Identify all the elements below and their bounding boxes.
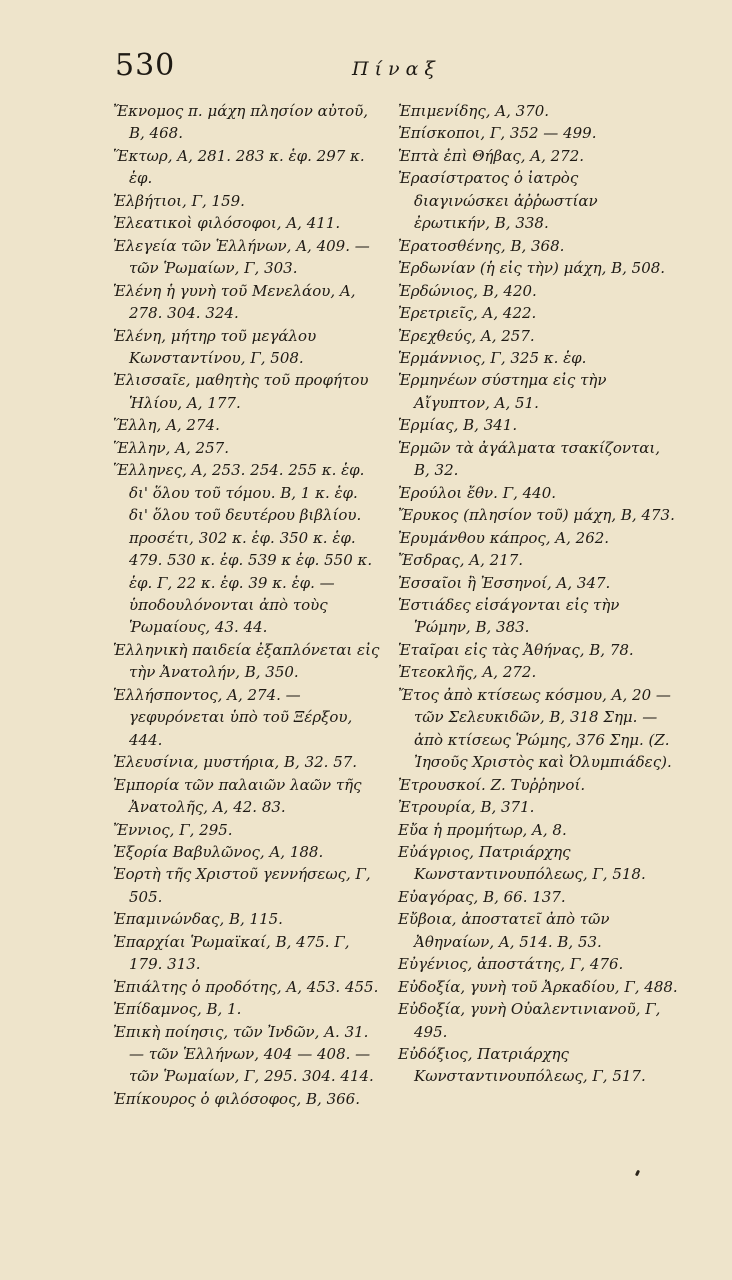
index-references: ἀποστατεῖ ἀπὸ τῶν Ἀθηναίων, Α, 514. Β, 53. [414, 910, 610, 951]
index-entry [113, 998, 381, 1020]
index-entry [398, 774, 678, 796]
index-entry [398, 257, 678, 279]
index-headword: Ἔτος [398, 685, 439, 704]
index-headword: Ἐπίσκοποι, [398, 124, 486, 143]
index-entry [398, 167, 678, 234]
index-entry [398, 976, 678, 998]
index-references: Α, 217. [464, 551, 524, 570]
index-headword: Ἑλληνικὴ [113, 640, 188, 659]
index-headword: Ἐπίδαμνος, [113, 1000, 202, 1019]
index-headword: Ἑταῖραι [398, 640, 460, 659]
index-headword: Ἑλένη, [113, 326, 167, 345]
index-headword: Εὐδόξιος, [398, 1045, 473, 1064]
index-references: ἡ προμήτωρ, Α, 8. [428, 820, 567, 839]
index-references: Β, 368. [505, 236, 565, 255]
index-references: ὁ ἰατρὸς διαγινώσκει ἀῤῥωστίαν ἐρωτικήν, Β, 338. [414, 169, 598, 233]
index-headword: Εὐδοξία, [398, 977, 466, 996]
index-entry [113, 774, 381, 819]
index-entry [398, 235, 678, 257]
index-entry [113, 931, 381, 976]
index-headword: Ἐπαμινώνδας, [113, 910, 225, 929]
index-references: Α, 257. [476, 326, 535, 345]
index-entry [113, 1021, 381, 1088]
index-references: ἔθν. Γ, 440. [462, 483, 557, 502]
index-entry [113, 459, 381, 639]
index-references: Γ, 159. [186, 191, 245, 210]
index-headword: Ἕκτωρ, [113, 146, 173, 165]
index-references: ποίησις, τῶν Ἰνδῶν, Α. 31. — τῶν Ἑλλήνων, 404 — 408. — τῶν Ῥωμαίων, Γ, 295. 304. 414. [129, 1022, 374, 1086]
index-references: Α, 370. [490, 102, 550, 120]
index-entry [113, 684, 381, 751]
index-headword: Ἑορτὴ [113, 865, 161, 884]
index-headword: Ἐρασίστρατος [398, 169, 510, 188]
index-headword: Ἐλεγεία [113, 236, 177, 255]
index-references: πλησίον αὐτοῦ, Β, 468. [129, 102, 369, 143]
index-entry [113, 841, 381, 863]
index-entry [398, 100, 678, 122]
index-entry [398, 819, 678, 841]
index-entry [113, 325, 381, 370]
index-entry [398, 482, 678, 504]
index-headword: Ἑρμῶν [398, 438, 451, 457]
index-headword: Ἐρετριεῖς, [398, 304, 478, 323]
index-entry [398, 661, 678, 683]
index-references: Ῥωμαϊκαί, Β, 475. Γ, 179. 313. [129, 932, 350, 974]
index-headword: Ἐρυμάνθου [398, 528, 485, 547]
index-entry [398, 504, 678, 526]
index-references: Α, 274. — γεφυρόνεται ὑπὸ τοῦ Ξέρξου, 444. [129, 685, 353, 749]
index-entry [398, 325, 678, 347]
page-number: 530 [115, 48, 176, 83]
index-headword: Ἔρυκος [398, 506, 459, 525]
index-references: τὰ ἀγάλματα τσακίζονται, Β, 32. [414, 438, 661, 480]
index-headword: Εὔβοια, [398, 910, 457, 929]
index-entry [398, 1043, 678, 1088]
index-references: γυνὴ Οὐαλεντινιανοῦ, Γ, 495. [414, 1000, 661, 1041]
index-entry [113, 908, 381, 930]
index-references: παιδεία ἐξαπλόνεται εἰς τὴν Ἀνατολήν, Β, 350. [129, 640, 380, 682]
index-entry [113, 751, 381, 773]
index-entry [398, 122, 678, 144]
index-references: ὁ προδότης, Α, 453. 455. [186, 977, 379, 996]
index-headword: Ἐρατοσθένης, [398, 236, 506, 255]
index-entry [398, 953, 678, 975]
index-entry [398, 437, 678, 482]
index-headword: Ἐπιάλτης [113, 977, 187, 996]
index-column-right [398, 100, 678, 1088]
index-references: Α, 281. 283 κ. ἑφ. 297 κ. ἑφ. [129, 146, 365, 188]
index-references: τῶν Ἑλλήνων, Α, 409. — τῶν Ῥωμαίων, Γ, 303. [129, 236, 370, 278]
index-headword: Ἐτρουρία, [398, 798, 476, 817]
index-headword: Ἐρούλοι [398, 483, 463, 502]
index-headword: Ἔκνομος π. μάχη [113, 102, 246, 120]
index-entry [113, 1088, 381, 1110]
index-entry [398, 302, 678, 324]
index-references: Β, 371. [475, 798, 535, 817]
index-entry [398, 796, 678, 818]
index-references: Βαβυλῶνος, Α, 188. [167, 842, 324, 861]
index-references: εἰσάγονται εἰς τὴν Ῥώμην, Β, 383. [414, 595, 620, 637]
index-references: Πατριάρχης Κωνσταντινουπόλεως, Γ, 518. [414, 842, 646, 884]
index-entry [398, 684, 678, 774]
index-references: Γ, 352 — 499. [485, 124, 597, 143]
index-headword: Ἑπτὰ [398, 146, 439, 165]
index-references: Α, 422. [477, 304, 537, 323]
index-references: Α, 253. 254. 255 κ. ἑφ. δι' ὅλου τοῦ τόμου. Β, 1 κ. ἑφ. δι' ὅλου τοῦ δευτέρου βιβλίου. προσέτι, 302 κ. ἑφ. 350 κ. ἑφ. 479. 530 κ. ἑφ. 539 κ ἑφ. 550 κ. ἑφ. Γ, 22 κ. ἑφ. 39 κ. ἑφ. — ὑποδουλόνονται ἀπὸ τοὺς Ῥωμαίους, 43. 44. [129, 461, 373, 637]
index-headword: Ἑρμάννιος, [398, 348, 486, 367]
index-headword: Ἔσδρας, [398, 551, 465, 570]
index-entry [398, 369, 678, 414]
index-entry [398, 886, 678, 908]
index-headword: Ἑλλήσποντος, [113, 685, 223, 704]
index-headword: Ἐλισσαῖε, [113, 371, 191, 390]
index-headword: Ἐμπορία [113, 775, 180, 794]
index-references: μυστήρια, Β, 32. 57. [198, 753, 358, 772]
index-headword: Ἐπίκουρος [113, 1089, 196, 1108]
index-references: Γ, 325 κ. ἑφ. [485, 348, 587, 367]
index-headword: Ἕλλην, [113, 438, 171, 457]
index-references: ἐπὶ Θήβας, Α, 272. [438, 146, 585, 165]
index-references: Α, 257. [170, 438, 229, 457]
index-headword: Ἐλβήτιοι, [113, 191, 187, 210]
index-entry [398, 998, 678, 1043]
index-references: ἢ Ἐσσηνοί, Α, 347. [462, 573, 611, 592]
index-headword: Ἔννιος, [113, 820, 175, 839]
index-headword: Ἐλευσίνια, [113, 753, 199, 772]
index-entry [113, 212, 381, 234]
index-entry [398, 347, 678, 369]
index-references: Β, 66. 137. [478, 887, 566, 906]
index-headword: Εὐαγόρας, [398, 887, 479, 906]
index-headword: Ἐτρουσκοί. [398, 775, 486, 794]
index-entry [398, 594, 678, 639]
index-headword: Ἐρδώνιος, [398, 281, 479, 300]
index-headword: Εὐγένιος, [398, 955, 473, 974]
index-entry [398, 527, 678, 549]
index-references: Πατριάρχης Κωνσταντινουπόλεως, Γ, 517. [414, 1045, 646, 1086]
index-headword: Ἐλεατικοὶ [113, 214, 193, 233]
index-entry [113, 280, 381, 325]
index-entry [398, 572, 678, 594]
index-references: Α, 272. [477, 663, 537, 682]
index-entry [113, 369, 381, 414]
index-references: ἀπὸ κτίσεως κόσμου, Α, 20 — τῶν Σελευκιδῶν, Β, 318 Σημ. — ἀπὸ κτίσεως Ῥώμης, 376 Σημ. (Ζ. Ἰησοῦς Χριστὸς καὶ Ὀλυμπιάδες). [414, 685, 672, 772]
index-headword: Ἕλλη, [113, 416, 162, 435]
index-references: τῆς Χριστοῦ γεννήσεως, Γ, 505. [129, 865, 371, 906]
index-references: Β, 1. [201, 1000, 242, 1019]
index-references: (ἡ εἰς τὴν) μάχη, Β, 508. [475, 259, 666, 278]
index-references: σύστημα εἰς τὴν Αἴγυπτον, Α, 51. [414, 371, 607, 412]
index-headword: Εὐάγριος, [398, 842, 475, 861]
index-headword: Ἐρδωνίαν [398, 259, 476, 278]
ink-mark [635, 1170, 640, 1177]
index-entry [398, 841, 678, 886]
index-entry [113, 639, 381, 684]
index-references: μήτηρ τοῦ μεγάλου Κωνσταντίνου, Γ, 508. [129, 326, 317, 367]
index-references: (πλησίον τοῦ) μάχη, Β, 473. [458, 506, 675, 525]
index-entry [113, 190, 381, 212]
index-entry [113, 819, 381, 841]
index-references: μαθητὴς τοῦ προφήτου Ἡλίου, Α, 177. [129, 371, 369, 412]
index-entry [398, 549, 678, 571]
index-entry [398, 145, 678, 167]
index-references: Γ, 295. [174, 820, 233, 839]
index-entry [398, 639, 678, 661]
index-headword: Ἑλένη [113, 281, 162, 300]
running-title: Πίναξ [352, 58, 441, 80]
index-entry [113, 863, 381, 908]
index-references: Β, 420. [478, 281, 537, 300]
index-entry [398, 414, 678, 436]
index-references: γυνὴ τοῦ Ἀρκαδίου, Γ, 488. [465, 977, 678, 996]
index-entry [113, 145, 381, 190]
index-entry [113, 437, 381, 459]
index-references: φιλόσοφοι, Α, 411. [192, 214, 341, 233]
index-headword: Ἑρμηνέων [398, 371, 477, 390]
index-entry [113, 235, 381, 280]
index-references: Β, 115. [224, 910, 283, 929]
index-headword: Ἐπιμενίδης, [398, 102, 491, 120]
index-references: ὁ φιλόσοφος, Β, 366. [195, 1089, 360, 1108]
index-references: Α, 274. [161, 416, 220, 435]
index-entry [113, 976, 381, 998]
index-headword: Ἕλληνες, [113, 461, 187, 480]
index-headword: Ἐπικὴ [113, 1022, 161, 1041]
index-references: τῶν παλαιῶν λαῶν τῆς Ἀνατολῆς, Α, 42. 83. [129, 775, 362, 817]
index-headword: Ἑρμίας, [398, 416, 459, 435]
index-references: Ζ. Τυῤῥηνοί. [485, 775, 586, 794]
index-headword: Εὔα [398, 820, 429, 839]
index-headword: Ἑστιάδες [398, 595, 471, 614]
index-entry [398, 908, 678, 953]
index-references: ἀποστάτης, Γ, 476. [472, 955, 624, 974]
index-headword: Ἐτεοκλῆς, [398, 663, 478, 682]
index-headword: Ἐσσαῖοι [398, 573, 463, 592]
index-entry [398, 280, 678, 302]
index-headword: Ἐπαρχίαι [113, 932, 186, 951]
index-references: ἡ γυνὴ τοῦ Μενελάου, Α, 278. 304. 324. [129, 281, 356, 323]
index-headword: Ἐρεχθεύς, [398, 326, 477, 345]
index-entry [113, 414, 381, 436]
index-headword: Ἐξορία [113, 842, 168, 861]
index-references: Β, 341. [458, 416, 518, 435]
index-references: εἰς τὰς Ἀθήνας, Β, 78. [459, 640, 634, 659]
index-column-left [113, 100, 381, 1110]
index-entry [113, 100, 381, 145]
index-references: κάπρος, Α, 262. [484, 528, 610, 547]
index-headword: Εὐδοξία, [398, 1000, 466, 1019]
